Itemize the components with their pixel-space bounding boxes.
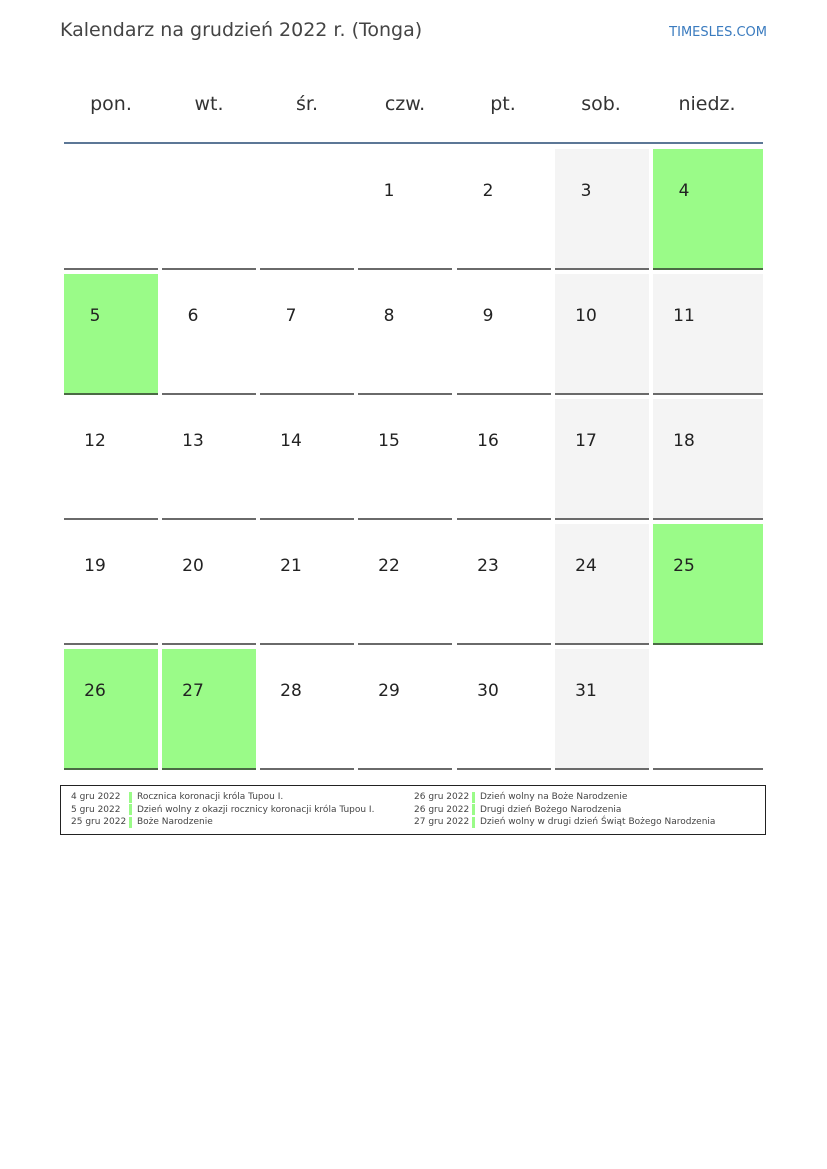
legend-date: 27 gru 2022 [414,817,470,828]
header-rule [64,142,763,144]
legend-item [71,791,374,804]
holiday-marker-icon [129,817,132,828]
day-number: 25 [673,556,695,576]
day-cell [555,149,649,270]
day-number: 16 [477,431,499,451]
legend-item [71,816,374,829]
empty-day-cell [653,649,763,770]
day-cell [555,399,649,520]
weekday-header [62,82,764,126]
day-number: 3 [580,181,592,201]
day-number: 28 [280,681,302,701]
day-cell [358,524,452,645]
day-number: 23 [477,556,499,576]
legend-name: Dzień wolny w drugi dzień Świąt Bożego Narodzenia [480,817,716,828]
legend-column-right [414,791,715,829]
legend-date: 26 gru 2022 [414,792,470,803]
day-number: 30 [477,681,499,701]
day-number: 15 [378,431,400,451]
day-cell [358,649,452,770]
day-cell [555,649,649,770]
weekday-mon: pon. [90,93,132,115]
holiday-marker-icon [472,804,475,815]
weekday-tue: wt. [194,93,224,115]
day-number: 24 [575,556,597,576]
day-cell [457,274,551,395]
day-cell [260,649,354,770]
day-number: 20 [182,556,204,576]
day-cell [260,524,354,645]
day-number: 1 [383,181,395,201]
legend-date: 25 gru 2022 [71,817,127,828]
day-cell [358,399,452,520]
day-cell [555,274,649,395]
holiday-marker-icon [129,804,132,815]
legend-name: Drugi dzień Bożego Narodzenia [480,804,622,815]
page-title: Kalendarz na grudzień 2022 r. (Tonga) [60,19,423,41]
day-cell [260,399,354,520]
holiday-legend [60,785,766,835]
day-number: 17 [575,431,597,451]
legend-name: Dzień wolny z okazji rocznicy koronacji króla Tupou I. [137,804,375,815]
legend-name: Dzień wolny na Boże Narodzenie [480,792,628,803]
day-cell [162,274,256,395]
holiday-marker-icon [129,792,132,803]
day-number: 26 [84,681,106,701]
day-cell [555,524,649,645]
day-cell [64,649,158,770]
legend-item [414,816,715,829]
day-number: 9 [482,306,494,326]
legend-item [414,791,715,804]
day-cell [457,524,551,645]
day-number: 27 [182,681,204,701]
legend-date: 26 gru 2022 [414,804,470,815]
day-number: 14 [280,431,302,451]
day-number: 6 [187,306,199,326]
empty-day-cell [64,149,158,270]
holiday-marker-icon [472,792,475,803]
day-cell [162,649,256,770]
empty-day-cell [260,149,354,270]
day-number: 31 [575,681,597,701]
day-number: 29 [378,681,400,701]
day-number: 8 [383,306,395,326]
day-cell [358,274,452,395]
day-number: 7 [285,306,297,326]
day-number: 12 [84,431,106,451]
day-cell [64,524,158,645]
day-cell [260,274,354,395]
weekday-thu: czw. [384,93,426,115]
day-cell [457,149,551,270]
weekday-sat: sob. [581,93,621,115]
day-number: 21 [280,556,302,576]
legend-name: Rocznica koronacji króla Tupou I. [137,792,284,803]
day-cell [64,399,158,520]
day-cell [653,399,763,520]
legend-column-left [71,791,374,829]
weekday-wed: śr. [295,93,318,115]
day-cell [457,399,551,520]
legend-item [414,804,715,817]
day-cell [653,524,763,645]
day-cell [653,149,763,270]
day-number: 13 [182,431,204,451]
day-cell [162,399,256,520]
day-number: 4 [678,181,690,201]
day-number: 19 [84,556,106,576]
legend-date: 5 gru 2022 [71,804,121,815]
holiday-marker-icon [472,817,475,828]
legend-item [71,804,374,817]
day-number: 5 [89,306,101,326]
legend-name: Boże Narodzenie [137,817,213,828]
day-cell [358,149,452,270]
day-number: 2 [482,181,494,201]
day-number: 10 [575,306,597,326]
day-cell [64,274,158,395]
day-number: 11 [673,306,695,326]
day-number: 22 [378,556,400,576]
day-cell [457,649,551,770]
site-link[interactable]: TIMESLES.COM [669,25,767,40]
day-number: 18 [673,431,695,451]
weekday-sun: niedz. [678,93,736,115]
empty-day-cell [162,149,256,270]
weekday-fri: pt. [490,93,516,115]
day-cell [162,524,256,645]
day-cell [653,274,763,395]
legend-date: 4 gru 2022 [71,792,121,803]
